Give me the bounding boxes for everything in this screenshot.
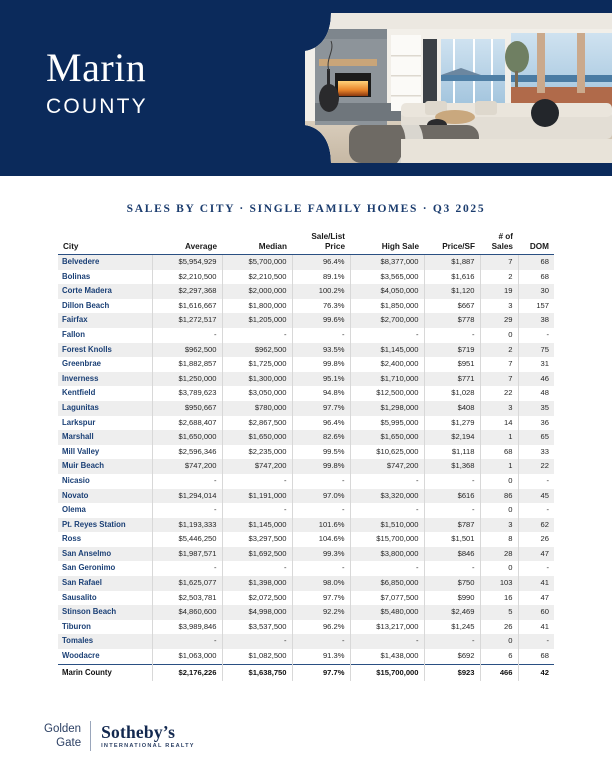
cell-value: $7,077,500	[350, 591, 424, 606]
cell-value: $1,882,857	[152, 357, 222, 372]
cell-value: $1,625,077	[152, 576, 222, 591]
cell-value: $2,072,500	[222, 591, 292, 606]
cell-value: $2,700,000	[350, 313, 424, 328]
page-header	[0, 0, 612, 176]
cell-value: $1,398,000	[222, 576, 292, 591]
cell-value: $1,300,000	[222, 372, 292, 387]
sothebys-name: Sotheby’s	[101, 722, 176, 742]
cell-value: 99.8%	[292, 357, 350, 372]
cell-value: 68	[518, 649, 554, 664]
cell-value: 29	[480, 313, 518, 328]
cell-value: $1,145,000	[222, 518, 292, 533]
cell-value: $3,800,000	[350, 547, 424, 562]
cell-value: 95.1%	[292, 372, 350, 387]
cell-city: Corte Madera	[58, 284, 152, 299]
cell-value: $747,200	[350, 459, 424, 474]
table-header	[58, 232, 554, 255]
table-row	[58, 605, 554, 620]
column-header-city: City	[58, 232, 152, 255]
cell-value: $1,638,750	[222, 664, 292, 681]
cell-value: 33	[518, 445, 554, 460]
cell-value: -	[518, 474, 554, 489]
cell-value: 91.3%	[292, 649, 350, 664]
cell-value: 97.0%	[292, 489, 350, 504]
cell-value: 65	[518, 430, 554, 445]
cell-value: -	[292, 503, 350, 518]
cell-value: $1,145,000	[350, 343, 424, 358]
cell-value: 14	[480, 416, 518, 431]
table-row	[58, 328, 554, 343]
cell-city: Marin County	[58, 664, 152, 681]
cell-city: Inverness	[58, 372, 152, 387]
table-row	[58, 474, 554, 489]
cell-value: -	[350, 474, 424, 489]
cell-value: 99.8%	[292, 459, 350, 474]
column-header-number-of-sales	[480, 232, 518, 255]
cell-value: 89.1%	[292, 270, 350, 285]
cell-value: 38	[518, 313, 554, 328]
cell-value: $962,500	[222, 343, 292, 358]
cell-value: 36	[518, 416, 554, 431]
cell-value: -	[222, 503, 292, 518]
cell-value: -	[350, 503, 424, 518]
cell-value: -	[222, 561, 292, 576]
cell-value: $692	[424, 649, 480, 664]
cell-value: -	[152, 634, 222, 649]
cell-value: $2,176,226	[152, 664, 222, 681]
cell-value: 68	[518, 255, 554, 270]
cell-value: 96.4%	[292, 416, 350, 431]
cell-value: $2,210,500	[222, 270, 292, 285]
cell-value: 26	[480, 620, 518, 635]
column-header-median: Median	[222, 232, 292, 255]
cell-value: $787	[424, 518, 480, 533]
cell-value: 30	[518, 284, 554, 299]
cell-value: $951	[424, 357, 480, 372]
cell-value: $3,565,000	[350, 270, 424, 285]
cell-value: 22	[480, 386, 518, 401]
cell-value: $1,205,000	[222, 313, 292, 328]
cell-city: San Anselmo	[58, 547, 152, 562]
cell-value: $4,860,600	[152, 605, 222, 620]
cell-value: 60	[518, 605, 554, 620]
cell-value: -	[152, 561, 222, 576]
cell-value: 48	[518, 386, 554, 401]
cell-value: -	[424, 561, 480, 576]
page-subtitle: COUNTY	[46, 95, 148, 118]
cell-city: Muir Beach	[58, 459, 152, 474]
cell-value: $1,850,000	[350, 299, 424, 314]
cell-value: $10,625,000	[350, 445, 424, 460]
cell-value: 93.5%	[292, 343, 350, 358]
cell-value: 0	[480, 561, 518, 576]
cell-value: $1,710,000	[350, 372, 424, 387]
cell-value: 3	[480, 299, 518, 314]
cell-city: Novato	[58, 489, 152, 504]
table-row	[58, 445, 554, 460]
page-title: Marin	[46, 45, 147, 90]
cell-city: Tiburon	[58, 620, 152, 635]
cell-value: $1,118	[424, 445, 480, 460]
table-row	[58, 255, 554, 270]
cell-value: $2,503,781	[152, 591, 222, 606]
header-title-block	[46, 46, 148, 120]
cell-value: $2,688,407	[152, 416, 222, 431]
cell-value: -	[222, 474, 292, 489]
table-row	[58, 270, 554, 285]
column-header-sale-list-price	[292, 232, 350, 255]
cell-city: Forest Knolls	[58, 343, 152, 358]
cell-value: 8	[480, 532, 518, 547]
cell-value: $2,210,500	[152, 270, 222, 285]
cell-value: $1,692,500	[222, 547, 292, 562]
cell-value: -	[424, 328, 480, 343]
cell-value: 0	[480, 328, 518, 343]
cell-city: San Geronimo	[58, 561, 152, 576]
cell-value: $667	[424, 299, 480, 314]
brand-line-2: Gate	[56, 737, 82, 749]
cell-value: 16	[480, 591, 518, 606]
cell-value: -	[222, 328, 292, 343]
cell-value: $1,438,000	[350, 649, 424, 664]
cell-value: 97.7%	[292, 664, 350, 681]
table-row	[58, 634, 554, 649]
cell-value: 19	[480, 284, 518, 299]
cell-value: $3,989,846	[152, 620, 222, 635]
cell-value: 26	[518, 532, 554, 547]
cell-value: -	[152, 503, 222, 518]
table-row	[58, 401, 554, 416]
cell-value: $771	[424, 372, 480, 387]
column-header-average: Average	[152, 232, 222, 255]
international-realty-label: INTERNATIONAL REALTY	[101, 743, 195, 749]
cell-value: 86	[480, 489, 518, 504]
cell-value: 101.6%	[292, 518, 350, 533]
cell-value: $1,028	[424, 386, 480, 401]
cell-value: 28	[480, 547, 518, 562]
cell-value: $1,294,014	[152, 489, 222, 504]
cell-value: $1,510,000	[350, 518, 424, 533]
cell-value: 46	[518, 372, 554, 387]
table-row	[58, 649, 554, 664]
cell-value: -	[424, 474, 480, 489]
cell-value: 99.3%	[292, 547, 350, 562]
cell-value: $3,789,623	[152, 386, 222, 401]
cell-value: $2,000,000	[222, 284, 292, 299]
cell-city: Lagunitas	[58, 401, 152, 416]
cell-value: $2,469	[424, 605, 480, 620]
cell-value: $1,082,500	[222, 649, 292, 664]
cell-value: $8,377,000	[350, 255, 424, 270]
cell-value: -	[292, 634, 350, 649]
table-body	[58, 255, 554, 681]
brand-footer	[44, 721, 195, 751]
cell-value: 7	[480, 357, 518, 372]
cell-value: $950,667	[152, 401, 222, 416]
cell-value: -	[292, 561, 350, 576]
table-row	[58, 591, 554, 606]
cell-value: $3,320,000	[350, 489, 424, 504]
cell-city: Fairfax	[58, 313, 152, 328]
sales-line2: Sales	[491, 241, 513, 251]
table-row	[58, 284, 554, 299]
cell-value: 76.3%	[292, 299, 350, 314]
cell-value: 0	[480, 634, 518, 649]
cell-value: $1,368	[424, 459, 480, 474]
cell-value: $3,050,000	[222, 386, 292, 401]
cell-city: Woodacre	[58, 649, 152, 664]
cell-value: $778	[424, 313, 480, 328]
cell-value: 22	[518, 459, 554, 474]
cell-value: -	[350, 561, 424, 576]
cell-value: 68	[480, 445, 518, 460]
cell-value: 94.8%	[292, 386, 350, 401]
cell-value: $1,501	[424, 532, 480, 547]
cell-value: $2,867,500	[222, 416, 292, 431]
column-header-dom: DOM	[518, 232, 554, 255]
cell-value: $2,596,346	[152, 445, 222, 460]
cell-value: 6	[480, 649, 518, 664]
cell-value: 99.6%	[292, 313, 350, 328]
column-header-price-sf: Price/SF	[424, 232, 480, 255]
cell-value: -	[292, 474, 350, 489]
cell-value: $1,193,333	[152, 518, 222, 533]
cell-value: $15,700,000	[350, 664, 424, 681]
cell-city: Larkspur	[58, 416, 152, 431]
cell-value: -	[350, 328, 424, 343]
cell-city: Marshall	[58, 430, 152, 445]
cell-value: $5,700,000	[222, 255, 292, 270]
cell-value: -	[152, 474, 222, 489]
cell-value: $1,650,000	[222, 430, 292, 445]
cell-value: 98.0%	[292, 576, 350, 591]
cell-value: $2,297,368	[152, 284, 222, 299]
hero-photo	[305, 13, 612, 163]
table-row	[58, 386, 554, 401]
cell-value: $4,998,000	[222, 605, 292, 620]
table-row	[58, 532, 554, 547]
cell-value: $616	[424, 489, 480, 504]
cell-value: 96.2%	[292, 620, 350, 635]
cell-value: $750	[424, 576, 480, 591]
cell-value: 0	[480, 474, 518, 489]
cell-value: 41	[518, 620, 554, 635]
cell-city: Pt. Reyes Station	[58, 518, 152, 533]
cell-city: Nicasio	[58, 474, 152, 489]
brand-line-1: Golden	[44, 723, 82, 735]
table-row	[58, 518, 554, 533]
cell-value: $3,537,500	[222, 620, 292, 635]
cell-value: $2,194	[424, 430, 480, 445]
cell-value: $5,995,000	[350, 416, 424, 431]
cell-value: $6,850,000	[350, 576, 424, 591]
cell-city: Ross	[58, 532, 152, 547]
cell-value: 157	[518, 299, 554, 314]
cell-value: -	[518, 561, 554, 576]
golden-gate-wordmark	[44, 722, 90, 750]
cell-value: 35	[518, 401, 554, 416]
cell-value: 103	[480, 576, 518, 591]
cell-value: 5	[480, 605, 518, 620]
cell-value: 31	[518, 357, 554, 372]
hero-photo-image	[305, 13, 612, 163]
cell-value: -	[518, 328, 554, 343]
cell-value: $1,063,000	[152, 649, 222, 664]
cell-city: Sausalito	[58, 591, 152, 606]
cell-value: $5,446,250	[152, 532, 222, 547]
cell-value: $1,616	[424, 270, 480, 285]
cell-value: $962,500	[152, 343, 222, 358]
cell-value: 104.6%	[292, 532, 350, 547]
cell-value: 41	[518, 576, 554, 591]
cell-value: $2,400,000	[350, 357, 424, 372]
sale-list-line2: Price	[324, 241, 345, 251]
table-row	[58, 561, 554, 576]
cell-value: $1,245	[424, 620, 480, 635]
table-row	[58, 416, 554, 431]
cell-value: $846	[424, 547, 480, 562]
cell-value: 0	[480, 503, 518, 518]
sothebys-wordmark	[91, 723, 195, 749]
table-row	[58, 430, 554, 445]
cell-value: 1	[480, 459, 518, 474]
cell-value: 68	[518, 270, 554, 285]
cell-city: Dillon Beach	[58, 299, 152, 314]
table-row	[58, 357, 554, 372]
cell-value: $15,700,000	[350, 532, 424, 547]
cell-value: $2,235,000	[222, 445, 292, 460]
cell-value: $5,954,929	[152, 255, 222, 270]
cell-value: $1,272,517	[152, 313, 222, 328]
cell-value: $1,279	[424, 416, 480, 431]
table-summary-row	[58, 664, 554, 681]
cell-city: Kentfield	[58, 386, 152, 401]
cell-value: $12,500,000	[350, 386, 424, 401]
cell-value: $1,650,000	[350, 430, 424, 445]
cell-value: 2	[480, 270, 518, 285]
cell-value: $13,217,000	[350, 620, 424, 635]
cell-value: $1,616,667	[152, 299, 222, 314]
cell-value: $3,297,500	[222, 532, 292, 547]
cell-value: 97.7%	[292, 401, 350, 416]
table-row	[58, 620, 554, 635]
cell-value: -	[518, 634, 554, 649]
cell-city: Olema	[58, 503, 152, 518]
cell-value: 3	[480, 518, 518, 533]
table-row	[58, 503, 554, 518]
cell-value: 100.2%	[292, 284, 350, 299]
cell-value: -	[152, 328, 222, 343]
cell-value: $1,250,000	[152, 372, 222, 387]
cell-value: 92.2%	[292, 605, 350, 620]
cell-value: $747,200	[222, 459, 292, 474]
cell-value: -	[292, 328, 350, 343]
cell-value: $1,887	[424, 255, 480, 270]
cell-value: -	[424, 503, 480, 518]
cell-value: -	[424, 634, 480, 649]
cell-value: $1,191,000	[222, 489, 292, 504]
report-title: SALES BY CITY · SINGLE FAMILY HOMES · Q3 2025	[126, 203, 486, 215]
cell-value: $1,987,571	[152, 547, 222, 562]
cell-value: $1,725,000	[222, 357, 292, 372]
cell-value: 466	[480, 664, 518, 681]
cell-value: $1,800,000	[222, 299, 292, 314]
table-row	[58, 372, 554, 387]
table-row	[58, 299, 554, 314]
cell-value: $1,298,000	[350, 401, 424, 416]
cell-value: 3	[480, 401, 518, 416]
cell-value: $780,000	[222, 401, 292, 416]
cell-value: $923	[424, 664, 480, 681]
cell-value: $719	[424, 343, 480, 358]
cell-value: $747,200	[152, 459, 222, 474]
cell-value: 7	[480, 372, 518, 387]
cell-city: Stinson Beach	[58, 605, 152, 620]
cell-value: $990	[424, 591, 480, 606]
cell-value: -	[350, 634, 424, 649]
cell-value: 99.5%	[292, 445, 350, 460]
sales-table-container	[0, 232, 612, 681]
cell-city: Fallon	[58, 328, 152, 343]
table-row	[58, 343, 554, 358]
table-row	[58, 547, 554, 562]
cell-value: 82.6%	[292, 430, 350, 445]
cell-value: $1,650,000	[152, 430, 222, 445]
cell-value: -	[222, 634, 292, 649]
cell-value: 1	[480, 430, 518, 445]
table-row	[58, 576, 554, 591]
cell-city: Mill Valley	[58, 445, 152, 460]
cell-value: 75	[518, 343, 554, 358]
cell-value: 97.7%	[292, 591, 350, 606]
table-row	[58, 313, 554, 328]
cell-value: $4,050,000	[350, 284, 424, 299]
column-header-high-sale: High Sale	[350, 232, 424, 255]
cell-value: 47	[518, 591, 554, 606]
cell-value: 62	[518, 518, 554, 533]
cell-value: 47	[518, 547, 554, 562]
sales-line1: # of	[498, 232, 513, 241]
cell-value: 2	[480, 343, 518, 358]
cell-value: $408	[424, 401, 480, 416]
cell-city: Belvedere	[58, 255, 152, 270]
sales-by-city-table	[58, 232, 554, 681]
cell-city: Greenbrae	[58, 357, 152, 372]
cell-city: Tomales	[58, 634, 152, 649]
cell-value: 7	[480, 255, 518, 270]
sale-list-line1: Sale/List	[311, 232, 345, 241]
table-row	[58, 489, 554, 504]
cell-value: 42	[518, 664, 554, 681]
cell-value: -	[518, 503, 554, 518]
cell-value: $1,120	[424, 284, 480, 299]
cell-value: $5,480,000	[350, 605, 424, 620]
cell-value: 45	[518, 489, 554, 504]
cell-city: San Rafael	[58, 576, 152, 591]
cell-city: Bolinas	[58, 270, 152, 285]
table-row	[58, 459, 554, 474]
cell-value: 96.4%	[292, 255, 350, 270]
